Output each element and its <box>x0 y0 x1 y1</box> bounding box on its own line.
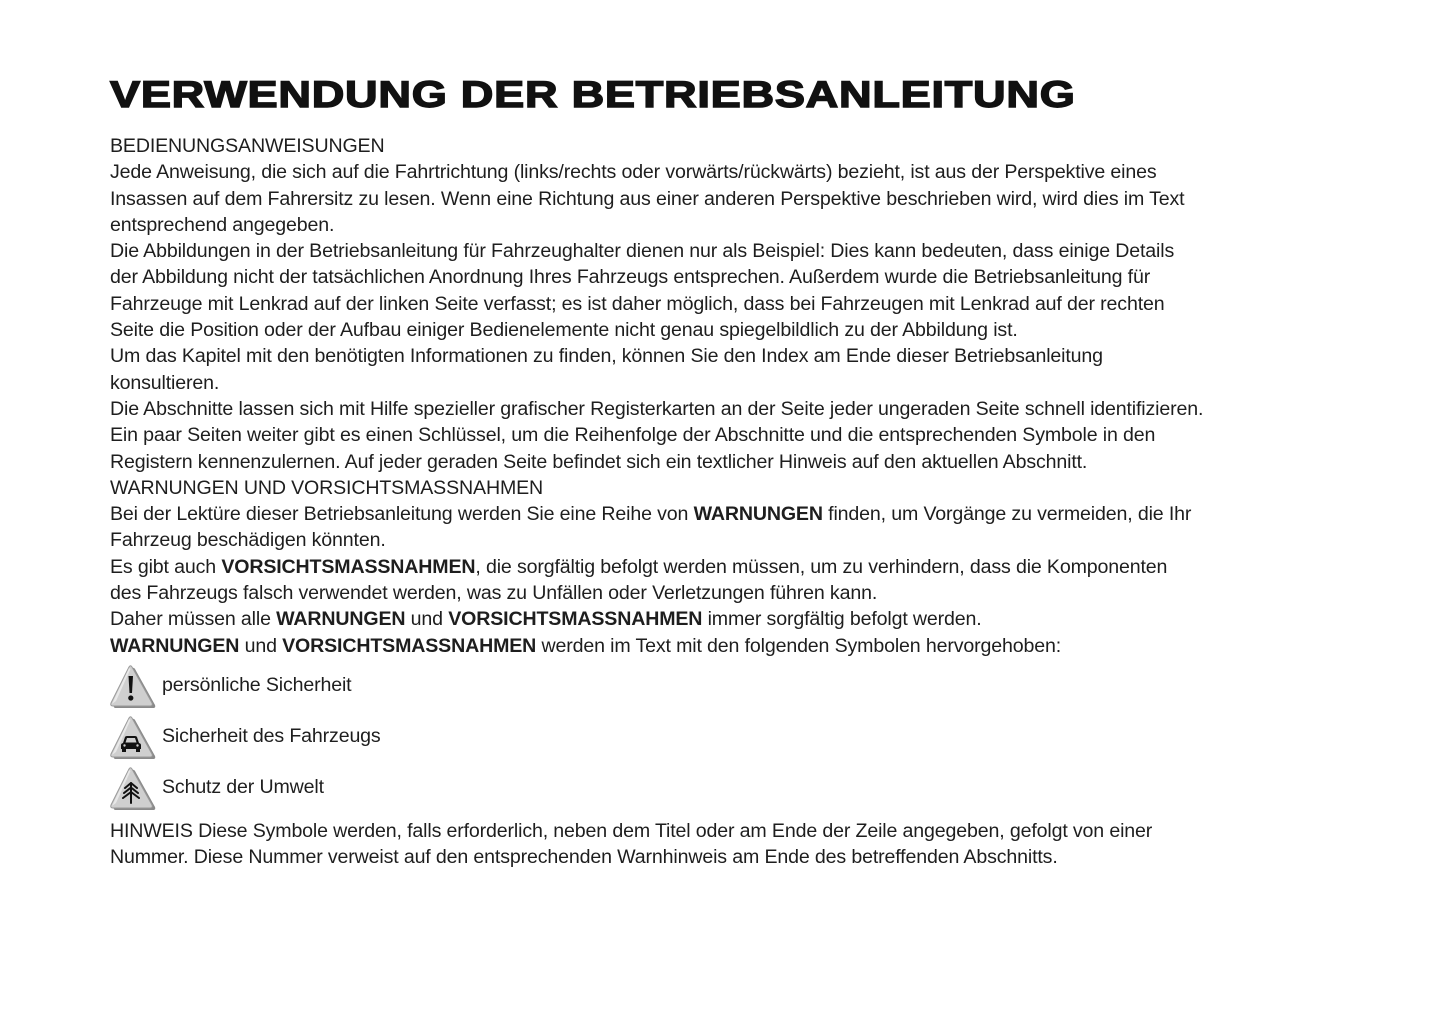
keyword-warnings: WARNUNGEN <box>276 608 406 631</box>
section-heading-operating-instructions: BEDIENUNGSANWEISUNGEN <box>110 135 385 157</box>
document-body <box>110 133 1340 871</box>
paragraph-line: Seite die Position oder der Aufbau einiger Bedienelemente nicht genau spiegelbildlich zu der Abbildung ist. <box>110 319 1018 342</box>
paragraph-line: konsultieren. <box>110 371 220 394</box>
keyword-warnings: WARNUNGEN <box>110 634 240 657</box>
exclamation-warning-icon <box>108 665 158 711</box>
paragraph-line <box>110 501 1340 527</box>
paragraph-line <box>110 606 1340 632</box>
paragraph-line: entsprechend angegeben. <box>110 213 335 236</box>
section-heading-warnings-precautions: WARNUNGEN UND VORSICHTSMASSNAHMEN <box>110 476 544 499</box>
note-line: Nummer. Diese Nummer verweist auf den entsprechenden Warnhinweis am Ende des betreffenden Abschnitts. <box>110 846 1058 869</box>
paragraph-line: der Abbildung nicht der tatsächlichen Anordnung Ihres Fahrzeugs entsprechen. Außerdem wurde die Betriebsanleitung für <box>110 266 1151 289</box>
text-run: immer sorgfältig befolgt werden. <box>702 608 982 631</box>
symbol-row-environment-protection <box>110 765 1340 816</box>
symbol-row-vehicle-safety <box>110 714 1340 765</box>
tree-warning-icon <box>108 767 158 813</box>
symbol-label: Sicherheit des Fahrzeugs <box>162 725 381 748</box>
text-run: Es gibt auch <box>110 555 222 578</box>
paragraph-line: Ein paar Seiten weiter gibt es einen Schlüssel, um die Reihenfolge der Abschnitte und die entsprechenden Symbole in den <box>110 424 1156 447</box>
keyword-precautions: VORSICHTSMASSNAHMEN <box>282 634 537 657</box>
text-run: , die sorgfältig befolgt werden müssen, um zu verhindern, dass die Komponenten <box>475 555 1168 578</box>
symbol-row-personal-safety <box>110 663 1340 714</box>
text-run: und <box>405 608 449 631</box>
paragraph-line: Die Abschnitte lassen sich mit Hilfe spezieller grafischer Registerkarten an der Seite jeder ungeraden Seite schnell identifizieren. <box>110 397 1204 420</box>
note-line: HINWEIS Diese Symbole werden, falls erforderlich, neben dem Titel oder am Ende der Zeile angegeben, gefolgt von einer <box>110 819 1153 842</box>
text-run: und <box>239 634 283 657</box>
paragraph-line <box>110 554 1340 580</box>
text-run: Bei der Lektüre dieser Betriebsanleitung werden Sie eine Reihe von <box>110 503 694 526</box>
keyword-precautions: VORSICHTSMASSNAHMEN <box>221 555 476 578</box>
text-run: werden im Text mit den folgenden Symbolen hervorgehoben: <box>536 634 1061 657</box>
paragraph-line: Fahrzeug beschädigen könnten. <box>110 529 386 552</box>
paragraph-line: Die Abbildungen in der Betriebsanleitung für Fahrzeughalter dienen nur als Beispiel: Dies kann bedeuten, dass einige Details <box>110 240 1175 263</box>
keyword-precautions: VORSICHTSMASSNAHMEN <box>448 608 703 631</box>
text-run: Daher müssen alle <box>110 608 277 631</box>
text-run: finden, um Vorgänge zu vermeiden, die Ihr <box>822 503 1192 526</box>
paragraph-line: Um das Kapitel mit den benötigten Informationen zu finden, können Sie den Index am Ende dieser Betriebsanleitung <box>110 345 1103 368</box>
paragraph-line: Registern kennenzulernen. Auf jeder geraden Seite befindet sich ein textlicher Hinweis auf den aktuellen Abschnitt. <box>110 450 1088 473</box>
paragraph-line: des Fahrzeugs falsch verwendet werden, was zu Unfällen oder Verletzungen führen kann. <box>110 582 878 605</box>
document-page <box>110 70 1340 871</box>
car-warning-icon <box>108 716 158 762</box>
symbol-label: Schutz der Umwelt <box>162 776 324 799</box>
symbol-label: persönliche Sicherheit <box>162 674 352 697</box>
page-title: VERWENDUNG DER BETRIEBSANLEITUNG <box>110 74 1076 115</box>
paragraph-line: Insassen auf dem Fahrersitz zu lesen. Wenn eine Richtung aus einer anderen Perspektive beschrieben wird, wird dies im Text <box>110 187 1185 210</box>
keyword-warnings: WARNUNGEN <box>693 503 823 526</box>
paragraph-line: Jede Anweisung, die sich auf die Fahrtrichtung (links/rechts oder vorwärts/rückwärts) bezieht, ist aus der Perspektive eines <box>110 161 1157 184</box>
symbol-legend <box>110 663 1340 816</box>
paragraph-line <box>110 633 1340 659</box>
paragraph-line: Fahrzeuge mit Lenkrad auf der linken Seite verfasst; es ist daher möglich, dass bei Fahrzeugen mit Lenkrad auf der rechten <box>110 292 1165 315</box>
